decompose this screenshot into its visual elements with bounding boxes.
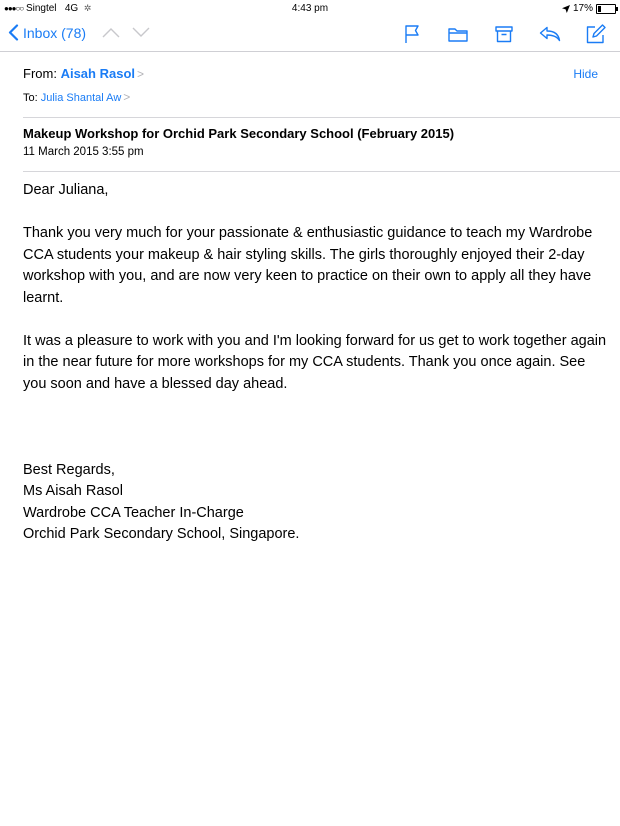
subject-divider [23,171,620,172]
flag-icon [404,24,420,44]
sender-name[interactable]: Aisah Rasol [60,66,135,81]
status-time: 4:43 pm [291,3,329,14]
previous-message-icon[interactable] [102,27,120,38]
to-row [23,90,130,104]
recipient-name[interactable]: Julia Shantal Aw [40,92,122,104]
compose-button[interactable] [584,22,608,46]
move-to-folder-button[interactable] [446,22,470,46]
carrier-name: Singtel [25,3,57,14]
network-type: 4G [64,3,79,14]
chevron-right-icon: > [137,67,145,81]
signature-line: Orchid Park Secondary School, Singapore. [23,526,300,542]
battery-icon [596,4,616,14]
toolbar-actions [400,22,608,46]
body-paragraph: Thank you very much for your passionate & enthusiastic guidance to teach my Wardrobe CCA students your makeup & hair styling skills. The girls thoroughly enjoyed their 2-day workshop with you, and are now very keen to practice on their own to apply all they have learnt. [23,225,593,306]
message-subject: Makeup Workshop for Orchid Park Secondary School (February 2015) [23,126,455,141]
next-message-icon[interactable] [132,27,150,38]
greeting: Dear Juliana, [23,182,109,198]
hide-details-link[interactable]: Hide [573,67,598,81]
battery-percentage: 17% [572,3,593,14]
location-icon [562,5,570,13]
reply-button[interactable] [538,22,562,46]
from-label: From: [23,66,57,81]
message-date: 11 March 2015 3:55 pm [23,146,144,158]
status-right [562,3,616,14]
back-label: Inbox (78) [23,24,87,41]
header-divider [23,117,620,118]
signature-line: Ms Aisah Rasol [23,483,123,499]
signature-line: Wardrobe CCA Teacher In-Charge [23,504,244,521]
to-label: To: [23,92,38,104]
back-to-inbox-button[interactable] [8,24,86,41]
message-navigation [102,27,150,38]
chevron-left-icon [8,24,19,41]
reply-icon [539,26,561,42]
message-body [23,180,608,546]
body-paragraph: It was a pleasure to work with you and I'm looking forward for us get to work together again in the near future for more workshops for my CCA students. Thank you once again. See you soon and have a blessed day ahead. [23,332,607,392]
flag-button[interactable] [400,22,424,46]
signature-line: Best Regards, [23,461,115,478]
archive-button[interactable] [492,22,516,46]
mail-toolbar [0,18,620,52]
folder-icon [448,26,468,42]
compose-icon [586,24,606,44]
signal-strength-icon: ●●●○○ [4,4,24,13]
status-bar [0,0,620,18]
from-row [23,66,144,81]
archive-icon [495,25,513,43]
chevron-right-icon: > [123,90,131,104]
activity-icon: ✲ [83,3,92,13]
